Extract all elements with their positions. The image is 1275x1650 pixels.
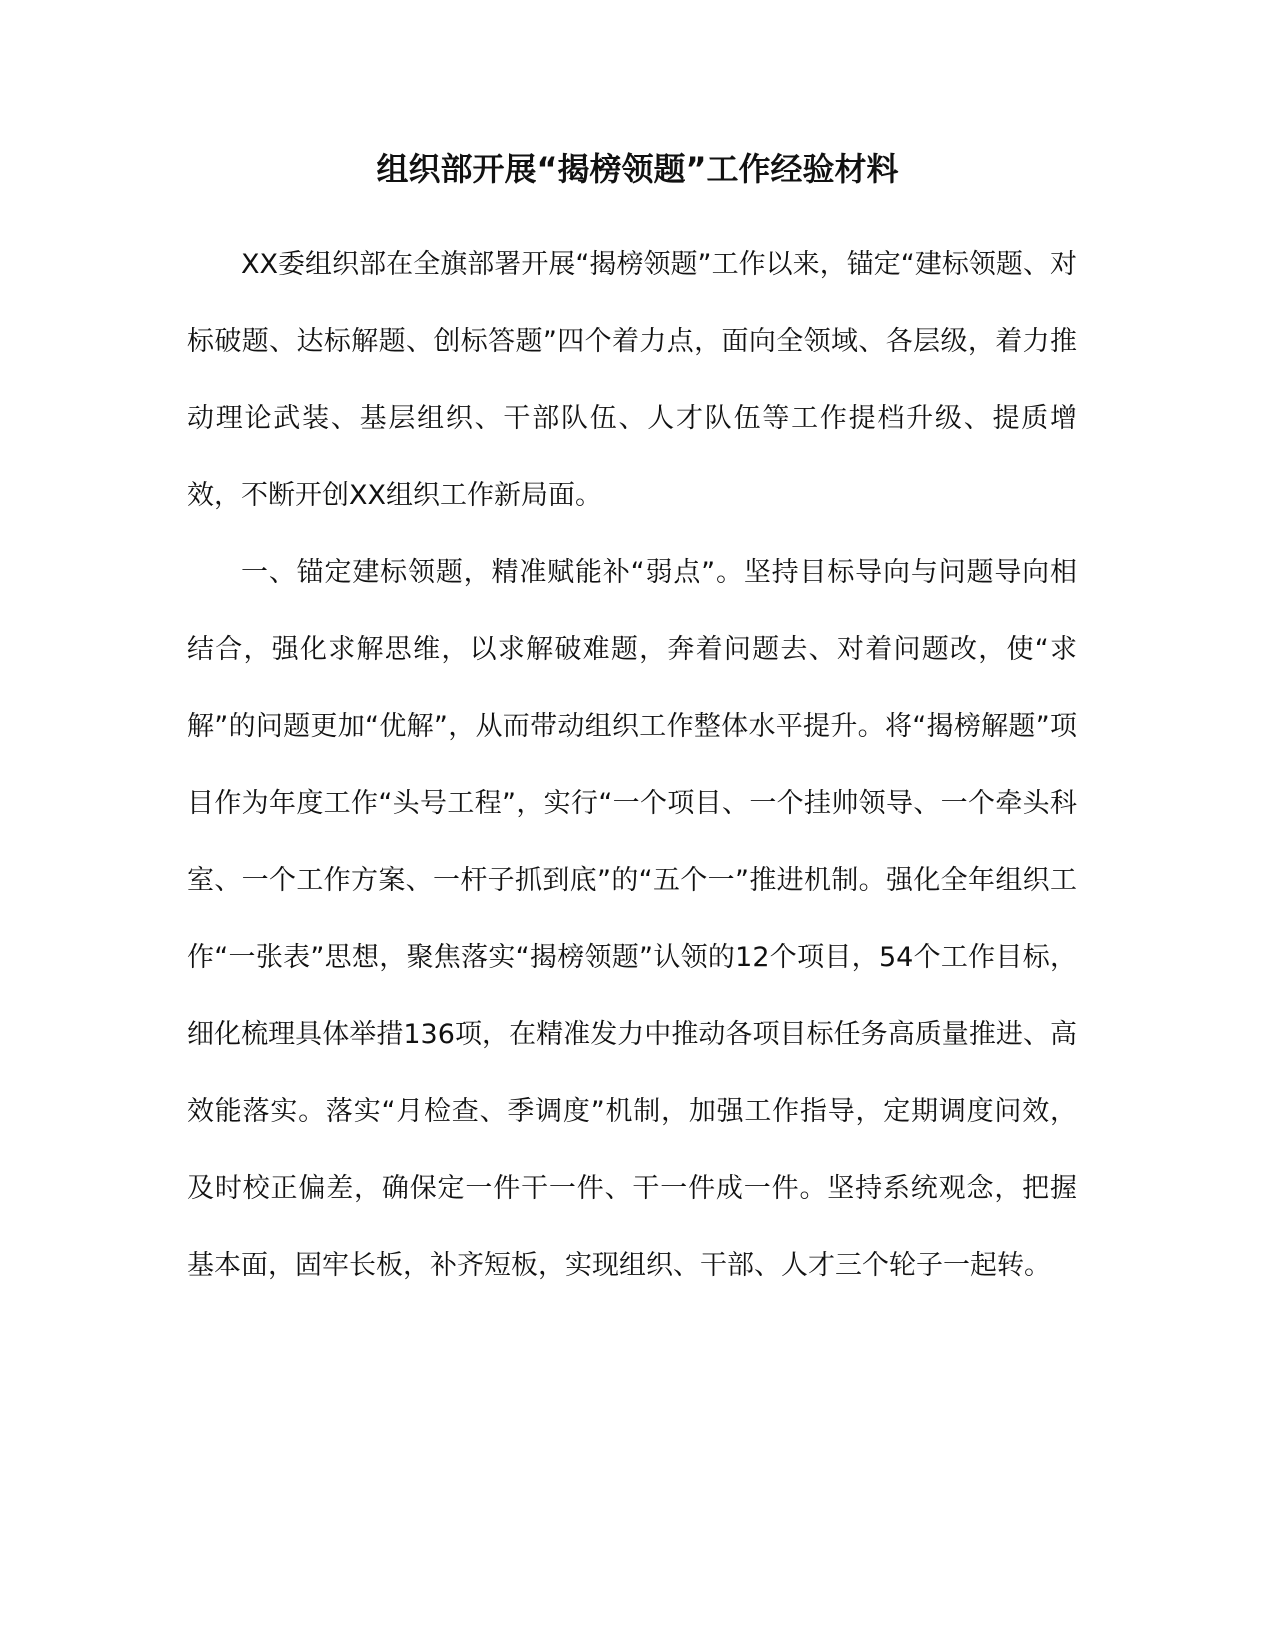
document-title: 组织部开展“揭榜领题”工作经验材料 [376, 150, 899, 188]
paragraph-section-one: 一、锚定建标领题，精准赋能补“弱点”。坚持目标导向与问题导向相结合，强化求解思维，以求解破难题，奔着问题去、对着问题改，使“求解”的问题更加“优解”，从而带动组织工作整体水平提升。将“揭榜解题”项目作为年度工作“头号工程”，实行“一个项目、一个挂帅领导、一个牵头科室、一个工作方案、一杆子抓到底”的“五个一”推进机制。强化全年组织工作“一张表”思想，聚焦落实“揭榜领题”认领的12个项目，54个工作目标，细化梳理具体举措136项，在精准发力中推动各项目标任务高质量推进、高效能落实。落实“月检查、季调度”机制，加强工作指导，定期调度问效，及时校正偏差，确保定一件干一件、干一件成一件。坚持系统观念，把握基本面，固牢长板，补齐短板，实现组织、干部、人才三个轮子一起转。 [187, 557, 1077, 1281]
document-body [187, 226, 1077, 1304]
paragraph-intro: XX委组织部在全旗部署开展“揭榜领题”工作以来，锚定“建标领题、对标破题、达标解题、创标答题”四个着力点，面向全领域、各层级，着力推动理论武装、基层组织、干部队伍、人才队伍等工作提档升级、提质增效，不断开创XX组织工作新局面。 [187, 249, 1077, 511]
